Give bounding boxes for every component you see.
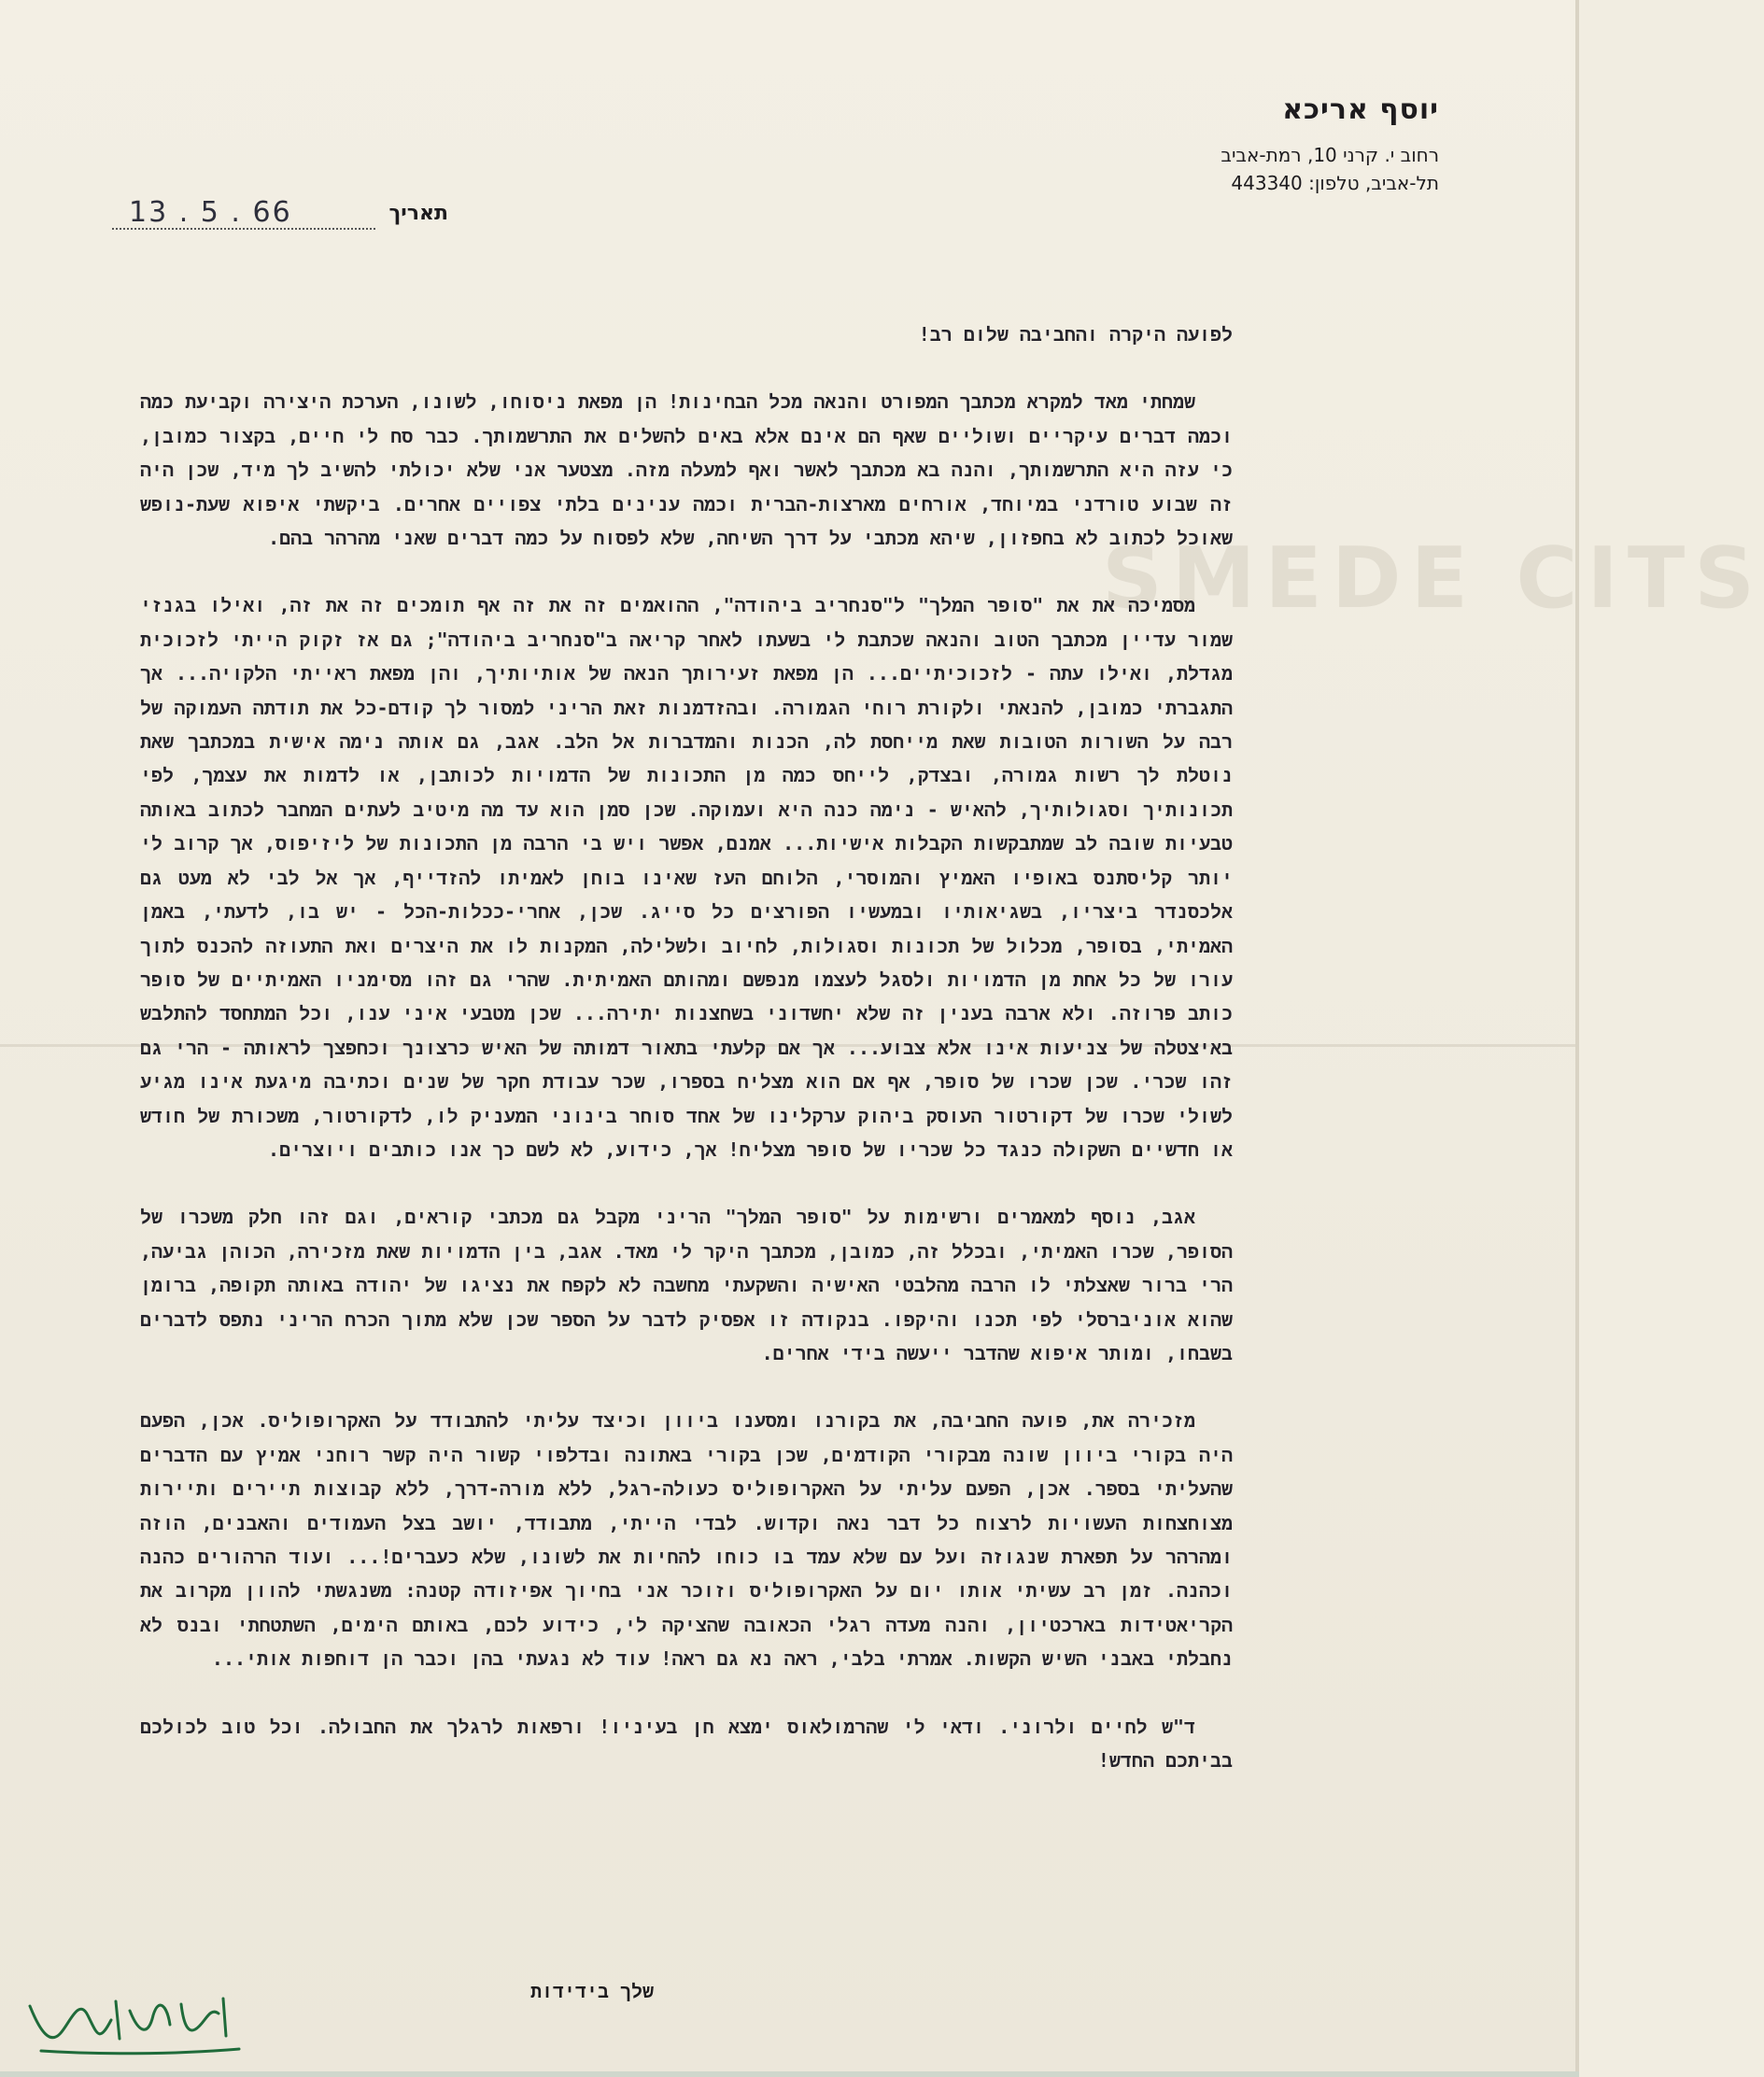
embossed-watermark: CITS bbox=[1516, 530, 1764, 628]
letter-body bbox=[140, 318, 1233, 1777]
sender-city-phone: תל-אביב, טלפון: 443340 bbox=[1231, 172, 1439, 194]
sender-address: רחוב י. קרני 10, רמת-אביב bbox=[1221, 144, 1439, 166]
letter-paragraph-1: שמחתי מאד למקרא מכתבך המפורט והנאה מכל הבחינות! הן מפאת ניסוחו, לשונו, הערכת היצירה וקביעת כמה וכמה דברים עיקריים ושוליים שאף הם אינם אלא באים להשלים את התרשמותך. כבר סח לי חיים, בקצור כמובן, כי עזה היא התרשמותך, והנה בא מכתבך לאשר ואף למעלה מזה. מצטער אני שלא יכולתי להשיב לך מיד, שכן היה זה שבוע טורדני במיוחד, אורחים מארצות-הברית וכמה ענינים בלתי צפויים אחרים. ביקשתי איפוא שעת-נופש שאוכל לכתוב לא בחפזון, שיהא מכתבי על דרך השיחה, שלא לפסוח על כמה דברים שאני מהרהר בהם. bbox=[140, 390, 1233, 550]
date-field bbox=[112, 196, 448, 233]
paper-edge-bottom bbox=[0, 2071, 1579, 2077]
letter-paragraph-5: ד"ש לחיים ולרוני. ודאי לי שהרמולאוס ימצא חן בעיניו! ורפאות לרגלך את החבולה. וכל טוב לכולכם בביתכם החדש! bbox=[140, 1715, 1233, 1773]
letter-paragraph-2: מסמיכה את את "סופר המלך" ל"סנחריב ביהודה", ההואמים זה את זה אף תומכים זה את זה, ואילו בגנזי שמור עדיין מכתבך הטוב והנאה שכתבת לי בשעתו לאחר קריאה ב"סנחריב ביהודה"; גם אז זקוק הייתי לזכוכית מגדלת, ואילו עתה - לזכוכיתיים... הן מפאת זעירותך הנאה של אותיותיך, והן מפאת ראייתי הלקויה... אך התגברתי כמובן, להנאתי ולקורת רוחי הגמורה. ובהזדמנות זאת הריני למסור לך קודם-כל את תודתה העמוקה של רבה על השורות הטובות שאת מייחסת לה, הכנות והמדברות אל הלב. אגב, גם אותה נימה אישית במכתבך שאת נוטלת לך רשות גמורה, ובצדק, לייחס כמה מן התכונות של הדמויות לכותבן, או לדמות את עצמך, לפי תכונותיך וסגולותיך, להאיש - נימה כנה היא ועמוקה. שכן סמן הוא עד מה מיטיב לעתים המחבר לכתוב באותה טבעיות שובה לב שמתבקשות הקבלות אישיות... אמנם, אפשר ויש בי הרבה מן התכונות של ליזיפוס, אך קרוב לי יותר קליסתנס באופיו האמיץ והמוסרי, הלוחם העז שאינו בוחן לאמיתו להזדייף, אך אל לבי לא מעט גם אלכסנדר ביצריו, בשגיאותיו ובמעשיו הפורצים כל סייג. שכן, אחרי-ככלות-הכל - יש בו, לדעתי, באמן האמיתי, בסופר, מכלול של תכונות וסגולות, לחיוב ולשלילה, המקנות לו את היצרים ואת התעוזה להכנס לתוך עורו של כל אחת מן הדמויות ולסגל לעצמו מנפשם ומהותם האמיתית. שהרי גם זהו מסימניו האמיתיים של סופר כותב פרוזה. ולא ארבה בענין זה שלא יחשדוני בשחצנות יתירה... שכן מטבעי איני ענו, וכל המתחסד להתלבש באיצטלה של צניעות אינו אלא צבוע... אך אם קלעתי בתאור דמותה של האיש כרצונך וכחפצך לראותה - הרי גם זהו שכרי. שכן שכרו של סופר, אף אם הוא מצליח בספרו, שכר עבודת חקר של שנים וכתיבה מיגעת אינו מגיע לשולי שכרו של דקורטור העוסק ביהוק ערקלינו של אחד סוחר בינוני המעניק לו, לדקורטור, משכורת של חודש או חדשיים השקולה כנגד כל שכריו של סופר מצליח! אך, כידוע, לא לשם כך אנו כותבים ויוצרים. bbox=[140, 594, 1233, 1161]
sender-name: יוסף אריכא bbox=[1282, 93, 1439, 126]
letterhead bbox=[953, 93, 1439, 197]
date-value: 13 . 5 . 66 bbox=[129, 196, 292, 229]
date-label: תאריך bbox=[388, 202, 448, 225]
handwritten-signature bbox=[22, 1978, 247, 2062]
letter-closing: שלך בידידות bbox=[529, 1980, 654, 2002]
letter-paragraph-4: מזכירה את, פועה החביבה, את בקורנו ומסענו ביוון וכיצד עליתי להתבודד על האקרופוליס. אכן, הפעם היה בקורי ביוון שונה מבקורי הקודמים, שכן בקורי באתונה ובדלפוי קשור היה קשר רוחני אמיץ עם הדברים שהעליתי בספר. אכן, הפעם עליתי על האקרופוליס כעולה-רגל, ללא מורה-דרך, ללא קבוצות תיירים ותיירות מצוחצחות העשויות לרצוח כל דבר נאה וקדוש. לבדי הייתי, מתבודד, יושב בצל העמודים והאבנים, הוזה ומהרהר על תפארת שנגוזה ועל עם שלא עמד בו כוחו להחיות את לשונו, שלא כעברים!... ועוד הרהורים כהנה וכהנה. זמן רב עשיתי אותו יום על האקרופוליס וזוכר אני בחיוך אפיזודה קטנה: משנגשתי להוון מקרוב את הקריאטידות בארכטיון, והנה מעדה רגלי הכאובה שהציקה לי, כידוע לכם, באותם הימים, השתטחתי ובנס לא נחבלתי באבני השיש הקשות. אמרתי בלבי, ראה נא גם ראה! עוד לא נגעתי בהן וכבר הן דוחפות אותי... bbox=[140, 1409, 1233, 1671]
paper-edge-right bbox=[1575, 0, 1579, 2077]
letter-greeting: לפועה היקרה והחביבה שלום רב! bbox=[918, 323, 1233, 346]
letter-paragraph-3: אגב, נוסף למאמרים ורשימות על "סופר המלך" הריני מקבל גם מכתבי קוראים, וגם זהו חלק משכרו של הסופר, שכרו האמיתי, ובכלל זה, כמובן, מכתבך היקר לי מאד. אגב, בין הדמויות שאת מזכירה, הכוהן גביעה, הרי ברור שאצלתי לו הרבה מהלבטי האישיה והשקעתי מחשבה לא לקפח את נציגו של יהודה באותה תקופה, ברומן שהוא אוניברסלי לפי תכנו והיקפו. בנקודה זו אפסיק לדבר על הספר שכן שלא מתוך הכרח הריני נתפס לדברים בשבחו, ומותר איפוא שהדבר ייעשה בידי אחרים. bbox=[140, 1206, 1233, 1364]
